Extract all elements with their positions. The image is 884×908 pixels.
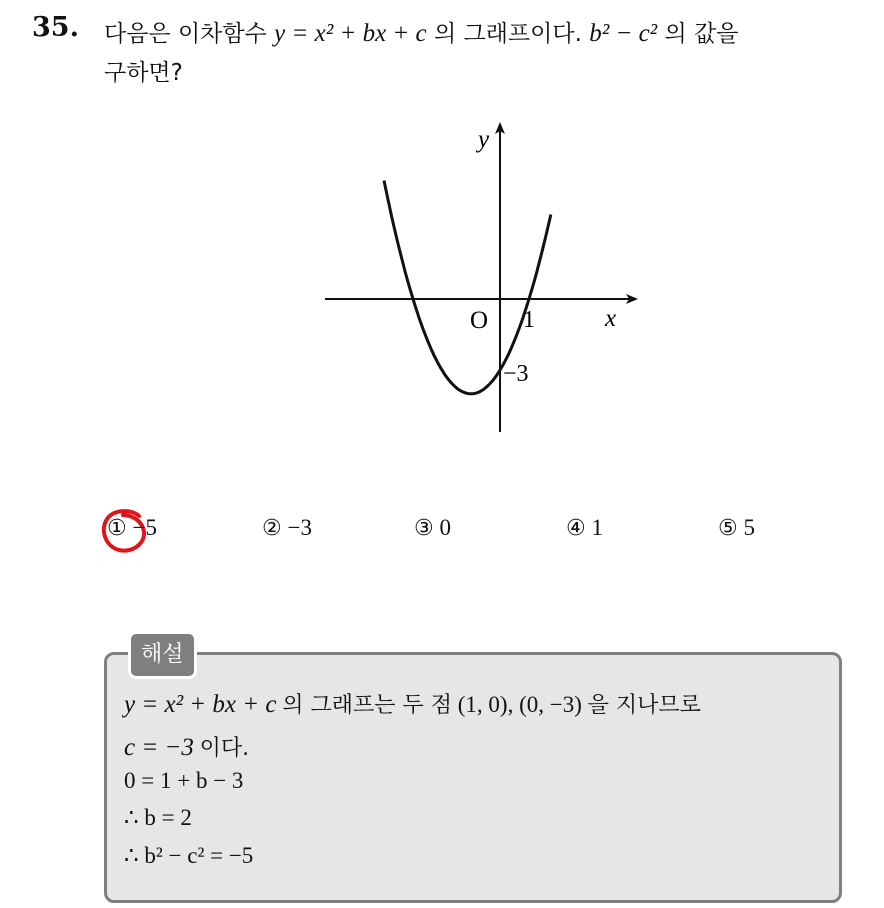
choice-5-marker: ⑤: [718, 516, 738, 541]
x-axis-label: x: [605, 305, 617, 332]
y-axis-label: y: [478, 126, 490, 153]
solution-text-1: 의 그래프는 두 점: [282, 693, 452, 718]
solution-tag: 해설: [128, 631, 197, 679]
y-intercept-label: −3: [503, 361, 529, 387]
choice-4-value: 1: [591, 515, 603, 540]
choice-4-marker: ④: [566, 516, 586, 541]
origin-label: O: [470, 307, 489, 334]
choice-3-marker: ③: [414, 516, 434, 541]
solution-equation: y = x² + bx + c: [124, 691, 277, 718]
choice-5-value: 5: [743, 515, 755, 540]
choice-3[interactable]: [414, 515, 451, 541]
x-intercept-label: 1: [523, 307, 535, 333]
choice-1[interactable]: [107, 515, 157, 541]
solution-line-1: [124, 688, 834, 719]
question-suffix: 의 값을: [664, 21, 739, 47]
choice-2-marker: ②: [262, 516, 282, 541]
choice-4[interactable]: [566, 515, 603, 541]
solution-line-2: [124, 731, 834, 762]
answer-choices: [0, 515, 884, 555]
choice-2[interactable]: [262, 515, 312, 541]
question-equation: y = x² + bx + c: [274, 20, 427, 47]
choice-5[interactable]: [718, 515, 755, 541]
solution-line-4: ∴ b = 2: [124, 805, 192, 830]
solution-text-1-end: 을 지나므로: [587, 693, 701, 718]
solution-line-3: 0 = 1 + b − 3: [124, 768, 244, 793]
choice-1-value: −5: [132, 515, 157, 540]
solution-text-2: 이다.: [199, 736, 250, 761]
solution-points: (1, 0), (0, −3): [457, 692, 582, 717]
question-number: 35.: [32, 12, 79, 43]
solution-line-5: ∴ b² − c² = −5: [124, 843, 254, 868]
solution-c-value: c = −3: [124, 734, 194, 761]
choice-1-marker: ①: [107, 516, 127, 541]
question-mid: 의 그래프이다.: [433, 21, 582, 47]
choice-3-value: 0: [439, 515, 451, 540]
question-target: b² − c²: [589, 20, 658, 47]
question-line2: 구하면?: [104, 60, 183, 86]
choice-2-value: −3: [287, 515, 312, 540]
question-prefix: 다음은 이차함수: [104, 21, 267, 47]
